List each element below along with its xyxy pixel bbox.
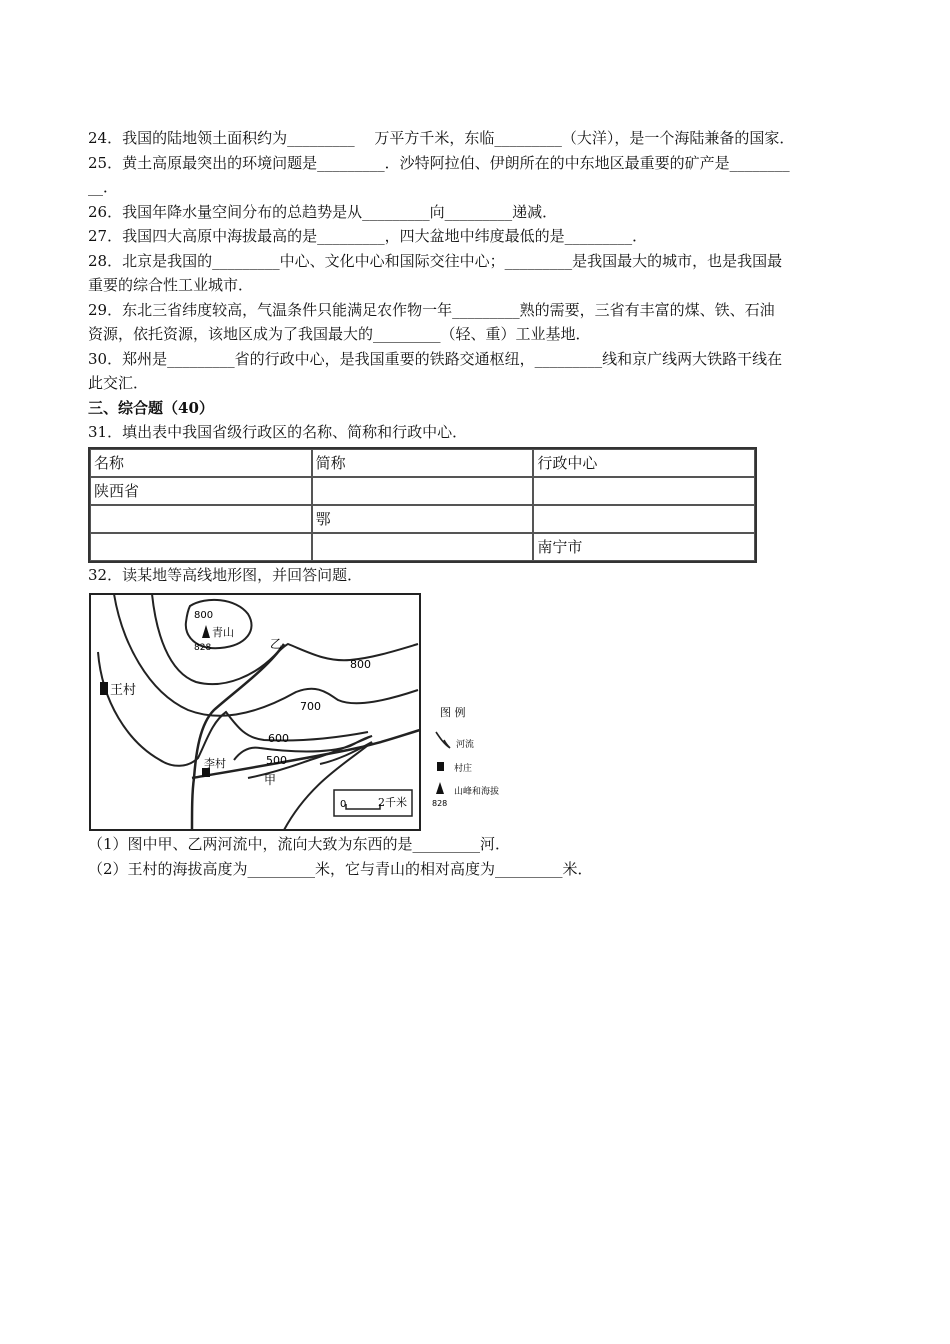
peak-name: 青山	[212, 626, 234, 639]
table-cell[interactable]: 南宁市	[533, 533, 755, 561]
contour-label: 700	[300, 700, 321, 713]
question-32-2: （2）王村的海拔高度为_________米，它与青山的相对高度为_________米．	[88, 859, 593, 878]
question-32: 32．读某地等高线地形图，并回答问题．	[88, 565, 363, 584]
question-25: 25．黄土高原最突出的环境问题是_________．沙特阿拉伯、伊朗所在的中东地区最重要的矿产是________	[88, 153, 790, 172]
table-header: 简称	[312, 449, 534, 477]
contour-label: 800	[194, 610, 214, 621]
map-frame	[90, 594, 420, 830]
question-26: 26．我国年降水量空间分布的总趋势是从_________向_________递减．	[88, 202, 558, 221]
river-jia	[192, 730, 420, 778]
question-28: 28．北京是我国的_________中心、文化中心和国际交往中心；_________是我国最大的城市，也是我国最	[88, 251, 783, 270]
contour-line-700	[114, 594, 418, 716]
question-29: 29．东北三省纬度较高，气温条件只能满足农作物一年_________熟的需要，三省有丰富的煤、铁、石油	[88, 300, 775, 319]
village-label: 李村	[204, 757, 226, 770]
scale-bar	[346, 804, 380, 809]
peak-elevation: 828	[194, 643, 212, 653]
river-label-yi: 乙	[270, 637, 283, 651]
legend-village-icon	[437, 762, 444, 771]
worksheet	[88, 126, 868, 881]
legend-peak-icon	[436, 782, 444, 794]
table-cell[interactable]: 陕西省	[90, 477, 312, 505]
legend-title: 图 例	[440, 706, 466, 719]
table-cell[interactable]	[312, 477, 534, 505]
question-27: 27．我国四大高原中海拔最高的是_________，四大盆地中纬度最低的是_________．	[88, 227, 648, 245]
table-cell[interactable]	[90, 533, 312, 561]
table-row	[90, 477, 755, 505]
contour-line-peak-800	[186, 600, 252, 648]
mountain-peak-icon	[202, 625, 210, 638]
table-cell[interactable]	[533, 505, 755, 533]
question-30-cont: 此交汇．	[88, 374, 149, 392]
section-title: 三、综合题（40）	[88, 398, 214, 417]
contour-label: 600	[268, 732, 289, 745]
question-28-cont: 重要的综合性工业城市．	[88, 276, 254, 294]
contour-label: 500	[266, 754, 287, 767]
legend-peak-sample: 828	[432, 799, 448, 808]
table-cell[interactable]: 鄂	[312, 505, 534, 533]
table-row	[90, 505, 755, 533]
table-cell[interactable]	[90, 505, 312, 533]
legend-river-label: 河流	[456, 740, 475, 750]
table-cell[interactable]	[533, 477, 755, 505]
question-31: 31．填出表中我国省级行政区的名称、简称和行政中心．	[88, 423, 468, 441]
contour-label: 800	[350, 658, 371, 671]
legend-peak-label: 山峰和海拔	[454, 787, 500, 797]
village-icon	[100, 682, 108, 695]
legend-river-icon	[436, 732, 450, 748]
table-header: 名称	[90, 449, 312, 477]
province-table	[88, 447, 757, 563]
question-32-1: （1）图中甲、乙两河流中，流向大致为东西的是_________河．	[88, 835, 511, 853]
village-label: 王村	[110, 683, 137, 698]
contour-line-600	[98, 652, 368, 766]
question-30: 30．郑州是_________省的行政中心，是我国重要的铁路交通枢纽，_________线和京广线两大铁路干线在	[88, 349, 783, 368]
table-header: 行政中心	[533, 449, 755, 477]
scale-end: 2千米	[378, 796, 407, 809]
contour-line-lower	[284, 742, 372, 830]
question-29-cont: 资源，依托资源，该地区成为了我国最大的_________（轻、重）工业基地．	[88, 325, 591, 343]
table-header-row	[90, 449, 755, 477]
legend-village-label: 村庄	[454, 764, 473, 774]
table-row	[90, 533, 755, 561]
table-cell[interactable]	[312, 533, 534, 561]
scale-start: 0	[340, 799, 347, 810]
contour-map	[88, 592, 508, 832]
question-25-cont: __．	[88, 178, 119, 196]
river-label-jia: 甲	[264, 773, 277, 787]
question-24: 24．我国的陆地领土面积约为_________ 万平方千米，东临_________（大洋），是一个海陆兼备的国家．	[88, 129, 795, 147]
